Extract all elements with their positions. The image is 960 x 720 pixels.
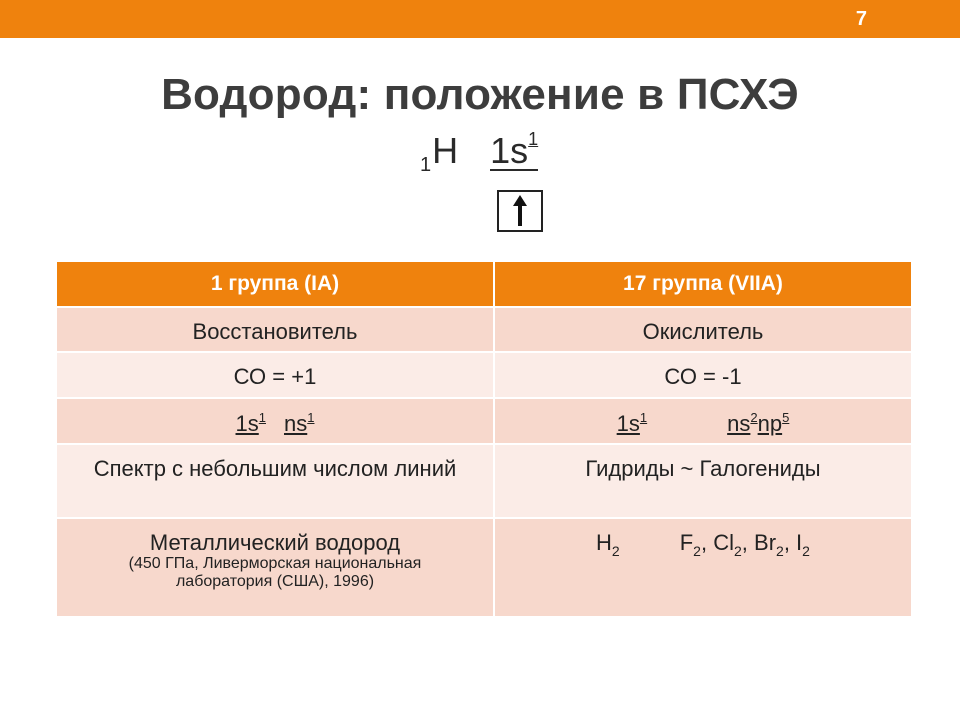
cell-role-left: Восстановитель bbox=[57, 307, 494, 352]
element-symbol: H bbox=[432, 130, 459, 171]
config-sup: 1 bbox=[639, 410, 648, 425]
config-np: np bbox=[757, 411, 783, 436]
h-symbol: H bbox=[596, 530, 612, 555]
cl-symbol: Cl bbox=[713, 530, 734, 555]
f-symbol: F bbox=[679, 530, 694, 555]
table-row bbox=[57, 398, 911, 444]
separator: , bbox=[783, 530, 797, 555]
cell-metallic-left bbox=[57, 518, 494, 616]
config-1s: 1s bbox=[616, 411, 640, 436]
cell-ox-left: СО = +1 bbox=[57, 352, 494, 398]
table-row bbox=[57, 352, 911, 398]
slide-title: Водород: положение в ПСХЭ bbox=[161, 70, 799, 119]
config-sup: 1 bbox=[307, 410, 315, 425]
cell-role-right: Окислитель bbox=[494, 307, 911, 352]
separator: , bbox=[700, 530, 714, 555]
cell-hydrides-right: Гидриды ~ Галогениды bbox=[494, 444, 911, 518]
up-arrow-icon bbox=[499, 192, 541, 230]
metallic-hydrogen-text: Металлический водород bbox=[149, 530, 401, 555]
table-header-row bbox=[57, 262, 911, 307]
top-bar bbox=[0, 0, 960, 38]
config-1s: 1s bbox=[235, 411, 259, 436]
cell-spectrum-left: Спектр с небольшим числом линий bbox=[57, 444, 494, 518]
cell-config-right bbox=[494, 398, 911, 444]
groups-table bbox=[57, 262, 911, 616]
config-ns: ns bbox=[727, 411, 751, 436]
table-row bbox=[57, 444, 911, 518]
table-row bbox=[57, 518, 911, 616]
config-sup: 5 bbox=[782, 410, 790, 425]
electron-formula bbox=[420, 129, 539, 176]
table-row bbox=[57, 307, 911, 352]
config-text: 1s bbox=[490, 130, 529, 171]
config-sup: 1 bbox=[258, 410, 266, 425]
i-sub: 2 bbox=[802, 543, 810, 559]
f-sub: 2 bbox=[693, 543, 701, 559]
h-sub: 2 bbox=[611, 543, 620, 559]
electron-config bbox=[490, 130, 538, 171]
config-ns: ns bbox=[284, 411, 308, 436]
separator: , bbox=[741, 530, 755, 555]
config-sup: 2 bbox=[750, 410, 758, 425]
metallic-hydrogen-note: (450 ГПа, Ливерморская национальная лаборатория (США), 1996) bbox=[128, 555, 422, 590]
atomic-number: 1 bbox=[420, 154, 432, 176]
slide-number: 7 bbox=[855, 8, 867, 30]
cell-molecules-right bbox=[494, 518, 911, 616]
br-sub: 2 bbox=[776, 543, 784, 559]
config-sup: 1 bbox=[528, 129, 539, 149]
cell-config-left bbox=[57, 398, 494, 444]
cl-sub: 2 bbox=[733, 543, 742, 559]
br-symbol: Br bbox=[754, 530, 777, 555]
cell-ox-right: СО = -1 bbox=[494, 352, 911, 398]
i-symbol: I bbox=[796, 530, 803, 555]
header-group-1: 1 группа (IA) bbox=[57, 262, 494, 307]
header-group-17: 17 группа (VIIA) bbox=[494, 262, 911, 307]
orbital-box bbox=[497, 190, 543, 232]
